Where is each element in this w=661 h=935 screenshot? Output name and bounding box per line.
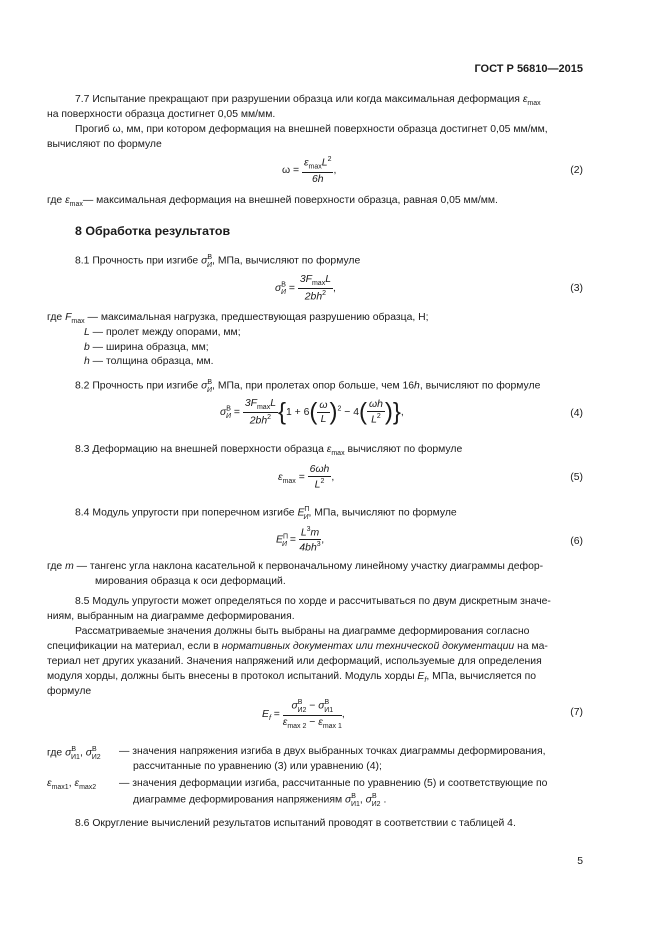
where2-text: — максимальная деформация на внешней поверхности образца, равная 0,05 мм/мм. (82, 195, 498, 206)
paragraph-8-5-line5: териал нет других указаний. Значения напряжений или деформаций, используемые для определения (47, 656, 542, 667)
f3-den-sup: 2 (322, 290, 327, 298)
p85-l6-sym: E (417, 671, 425, 682)
page-number: 5 (577, 856, 583, 867)
f7-eq: = (270, 709, 280, 721)
w7b-s1: ε (47, 778, 52, 789)
f4-minus: − 4 (344, 407, 360, 419)
paragraph-7-7-line4: вычисляют по формуле (47, 139, 162, 150)
f2-num-b: L (321, 157, 328, 169)
w7b-l2b: . (380, 794, 387, 806)
w3-sym-2: L (84, 327, 90, 338)
f4-lhs-sup: В (226, 405, 231, 413)
where-3-item-2 (84, 327, 241, 338)
f3-den: 2bh (304, 291, 323, 303)
f4-den-sup: 2 (267, 414, 272, 422)
f2-num-sub: max (308, 163, 322, 171)
p77-text: 7.7 Испытание прекращают при разрушении образца или когда максимальная деформация (75, 94, 523, 105)
w7b-sig2: σ (365, 794, 372, 806)
p81-sup: В (207, 254, 213, 261)
p82-sub: И (207, 386, 213, 394)
p84-sup: П (304, 506, 310, 513)
formula-2-label: (2) (570, 165, 583, 176)
f4-sq: 2 (337, 405, 342, 413)
f5-lhs: ε (278, 471, 283, 483)
f6-num-sup: 3 (306, 526, 311, 533)
f3-eq: = (285, 283, 295, 295)
f4-f2-den-sup: 2 (376, 413, 381, 421)
w7b-sig1: σ (345, 794, 352, 806)
epsilon-symbol: ε (522, 94, 528, 105)
p84-text-b: , МПа, вычисляют по формуле (308, 507, 457, 519)
f7-d2: ε (318, 716, 323, 728)
f7-n1-sup: В (297, 699, 303, 706)
f3-num-a: 3F (299, 274, 312, 285)
paragraph-8-5-line4 (47, 639, 584, 655)
p82-text-a: 8.2 Прочность при изгибе (75, 380, 202, 392)
w7b-l2a: диаграмме деформирования напряжениям (133, 794, 345, 806)
where-3-item-4 (84, 356, 214, 367)
open-paren-1: ( (309, 398, 318, 426)
p85-l4a: спецификации на материал, если в (47, 641, 222, 652)
w7b-sig2-sup: В (371, 793, 377, 800)
f6-lhs-sub: И (281, 540, 287, 548)
f7-tail: , (341, 709, 345, 721)
w7-sep: , (79, 747, 86, 759)
f4-lhs: σ (220, 407, 227, 419)
where-7-def-2-line1: — значения деформации изгиба, рассчитанные по уравнению (5) и соответствующие по (119, 778, 548, 789)
f4-tail: , (400, 407, 404, 419)
f7-minus: − (306, 700, 319, 712)
formula-7-fraction (283, 699, 342, 730)
w7b-sep: , (68, 778, 75, 789)
paragraph-8-5-line7: формуле (47, 686, 92, 697)
f5-tail: , (331, 471, 335, 483)
p83-text-b: вычисляют по формуле (344, 444, 463, 455)
formula-3-fraction (298, 274, 333, 303)
p82-sup: В (207, 379, 213, 386)
f7-n2-sup: В (324, 699, 330, 706)
where-3-item-1 (47, 312, 429, 325)
paragraph-8-5-line1: 8.5 Модуль упругости может определяться по хорде и рассчитываться по двум дискретным значе- (75, 596, 551, 607)
open-paren-2: ( (359, 398, 368, 426)
f4-f1-den: L (320, 413, 327, 425)
f6-lhs: E (276, 534, 283, 546)
f7-d1-sub: max 2 (287, 722, 307, 730)
f7-d2-sub: max 1 (322, 722, 342, 730)
where-6-line-1 (47, 561, 543, 572)
p85-l6a: модуля хорды, должны быть внесены в протокол испытаний. Модуль хорды (47, 671, 418, 682)
w7b-sig1-sup: В (351, 793, 356, 800)
w7-s1-sup: В (71, 746, 77, 753)
w3-text-2: — пролет между опорами, мм; (89, 327, 241, 338)
w7-prefix: где (47, 747, 66, 759)
f6-den: 4bh (299, 542, 317, 554)
f4-one: 1 + 6 (286, 407, 310, 419)
f7-n2: σ (318, 700, 325, 712)
p85-l6-sub: f (424, 677, 427, 685)
f6-num-b: m (310, 527, 320, 539)
f7-d1: ε (282, 716, 288, 728)
p85-l4b: на ма- (514, 641, 548, 652)
formula-3 (275, 274, 336, 303)
paragraph-7-7-line2: на поверхности образца достигнет 0,05 мм/мм. (47, 109, 276, 120)
formula-5 (278, 464, 334, 490)
paragraph-8-5-line3: Рассматриваемые значения должны быть выбраны на диаграмме деформирования согласно (75, 626, 530, 637)
f4-den: 2bh (249, 415, 268, 427)
close-brace: } (392, 398, 401, 426)
f3-num-sub: max (311, 280, 326, 288)
p84-sym: E (297, 507, 305, 519)
f6-den-sup: 3 (316, 541, 321, 549)
where2-sym: ε (65, 195, 70, 206)
formula-4 (220, 398, 404, 427)
f2-tail: , (333, 165, 337, 177)
paragraph-8-4 (47, 502, 584, 525)
paragraph-8-3 (47, 442, 584, 462)
f7-lhs-sub: f (268, 715, 271, 723)
paragraph-8-6: 8.6 Округление вычислений результатов испытаний проводят в соответствии с таблицей 4. (75, 818, 516, 829)
formula-2-fraction (302, 156, 337, 185)
w3-text-4: — толщина образца, мм. (89, 356, 214, 367)
w3-prefix: где (47, 312, 66, 323)
w7b-s2-sub: max2 (79, 784, 97, 792)
formula-6 (276, 526, 324, 554)
f2-den: 6h (311, 173, 324, 185)
f6-num-a: L (300, 527, 307, 539)
f4-f1-num: ω (319, 399, 328, 411)
w3-sym-3: b (84, 342, 90, 353)
paragraph-8-5-line2: ниям, выбранным на диаграмме деформирования. (47, 611, 295, 622)
p83-text-a: 8.3 Деформацию на внешней поверхности образца (75, 444, 327, 455)
p84-sub: И (303, 513, 309, 521)
where-7-def-1-line1: — значения напряжения изгиба в двух выбранных точках диаграммы деформирования, (119, 746, 546, 757)
f7-n1: σ (291, 700, 298, 712)
f4-eq: = (230, 407, 240, 419)
f7-dminus: − (306, 716, 319, 728)
p81-sub: И (207, 261, 213, 269)
f3-lhs-sub: И (280, 289, 286, 297)
f6-eq: = (286, 534, 296, 546)
close-paren-1: ) (329, 398, 338, 426)
f5-den-sup: 2 (320, 478, 325, 485)
p85-l6b: , МПа, вычисляется по (426, 671, 537, 682)
p82-text-c: , вычисляют по формуле (419, 380, 541, 392)
p81-sym: σ (201, 255, 208, 267)
p81-text-b: , МПа, вычисляют по формуле (212, 255, 361, 267)
f6-lhs-sup: П (282, 533, 288, 541)
paragraph-7-7-line3: Прогиб ω, мм, при котором деформация на внешней поверхности образца достигнет 0,05 мм/мм, (75, 124, 548, 135)
w6-prefix: где (47, 561, 66, 572)
where2-prefix: где (47, 195, 66, 206)
w3-sym-1: F (65, 312, 72, 323)
formula-6-label: (6) (570, 536, 583, 547)
paragraph-8-1 (47, 250, 584, 273)
w7b-sig1-sub: И1 (350, 800, 360, 808)
w7-s1: σ (65, 747, 72, 759)
w3-sub-1: max (71, 318, 85, 326)
f7-lhs: E (262, 709, 269, 721)
paragraph-8-2 (47, 375, 584, 398)
w6-line1: — тангенс угла наклона касательной к первоначальному линейному участку диаграммы дефор- (73, 561, 544, 572)
w7-s1-sub: И1 (71, 753, 80, 761)
formula-7 (262, 699, 345, 730)
p83-sub: max (331, 450, 345, 458)
where2-sub: max (69, 201, 83, 209)
w7b-s1-sub: max1 (51, 784, 69, 792)
formula-6-fraction (299, 526, 321, 554)
where-3-item-3 (84, 342, 209, 353)
where-7-term-2 (47, 778, 96, 791)
section-8-title: 8 Обработка результатов (75, 224, 231, 238)
w3-text-1: — максимальная нагрузка, предшествующая разрушению образца, Н; (84, 312, 429, 323)
open-brace: { (277, 398, 286, 426)
where-7-term-1 (47, 746, 101, 761)
f3-lhs-sup: В (281, 281, 286, 289)
formula-2-lhs: ω = (282, 165, 300, 177)
w7b-ssep: , (359, 794, 366, 806)
formula-4-fraction-2 (317, 400, 329, 425)
w7-s2-sup: В (92, 746, 97, 753)
p84-text-a: 8.4 Модуль упругости при поперечном изгибе (75, 507, 298, 519)
p85-l4i: нормативных документах или технической документации (221, 641, 515, 652)
formula-3-label: (3) (570, 283, 583, 294)
p81-text-a: 8.1 Прочность при изгибе (75, 255, 202, 267)
f3-lhs: σ (275, 283, 282, 295)
document-standard-code: ГОСТ Р 56810—2015 (474, 63, 583, 75)
f4-f2-num: ωh (369, 399, 383, 411)
where-7-def-1-line2: рассчитанные по уравнению (3) или уравнению (4); (133, 761, 382, 772)
f4-num-b: L (270, 398, 276, 409)
f5-num: 6ωh (309, 464, 330, 475)
where-6-line-2: мирования образца к оси деформаций. (95, 576, 286, 587)
epsilon-sub: max (527, 100, 541, 108)
f4-num-sub: max (256, 404, 271, 412)
w7-s2: σ (85, 747, 93, 759)
f7-n1-sub: И2 (297, 706, 307, 714)
w3-sym-4: h (84, 356, 90, 367)
f4-num-a: 3F (244, 398, 257, 409)
f5-eq: = (295, 471, 305, 483)
f3-num-b: L (325, 274, 331, 285)
f5-den: L (314, 479, 321, 491)
close-paren-2: ) (384, 398, 393, 426)
formula-5-label: (5) (570, 472, 583, 483)
f3-tail: , (332, 283, 336, 295)
p82-h: h (414, 380, 420, 392)
f5-lhs-sub: max (282, 478, 296, 486)
w3-text-3: — ширина образца, мм; (89, 342, 209, 353)
where-7-def-2-line2 (133, 793, 386, 808)
f6-tail: , (321, 534, 325, 546)
w7b-s2: ε (74, 778, 80, 789)
formula-5-fraction (308, 464, 335, 491)
p82-sym: σ (201, 380, 208, 392)
f4-lhs-sub: И (225, 413, 231, 421)
p82-text-b: , МПа, при пролетах опор больше, чем 16 (212, 380, 415, 392)
f4-f2-den: L (371, 414, 377, 426)
formula-4-fraction-1 (243, 398, 278, 427)
w7-s2-sub: И2 (91, 753, 101, 761)
f7-n2-sub: И1 (324, 706, 334, 714)
w6-sym: m (65, 561, 74, 572)
formula-2 (282, 156, 336, 185)
p83-sym: ε (326, 444, 332, 455)
formula-4-fraction-3 (367, 399, 385, 425)
formula-4-label: (4) (570, 408, 583, 419)
formula-7-label: (7) (570, 707, 583, 718)
where-2 (47, 193, 584, 213)
w7b-sig2-sub: И2 (371, 800, 381, 808)
f2-num-sup: 2 (327, 156, 332, 163)
f2-num-a: ε (303, 157, 309, 169)
